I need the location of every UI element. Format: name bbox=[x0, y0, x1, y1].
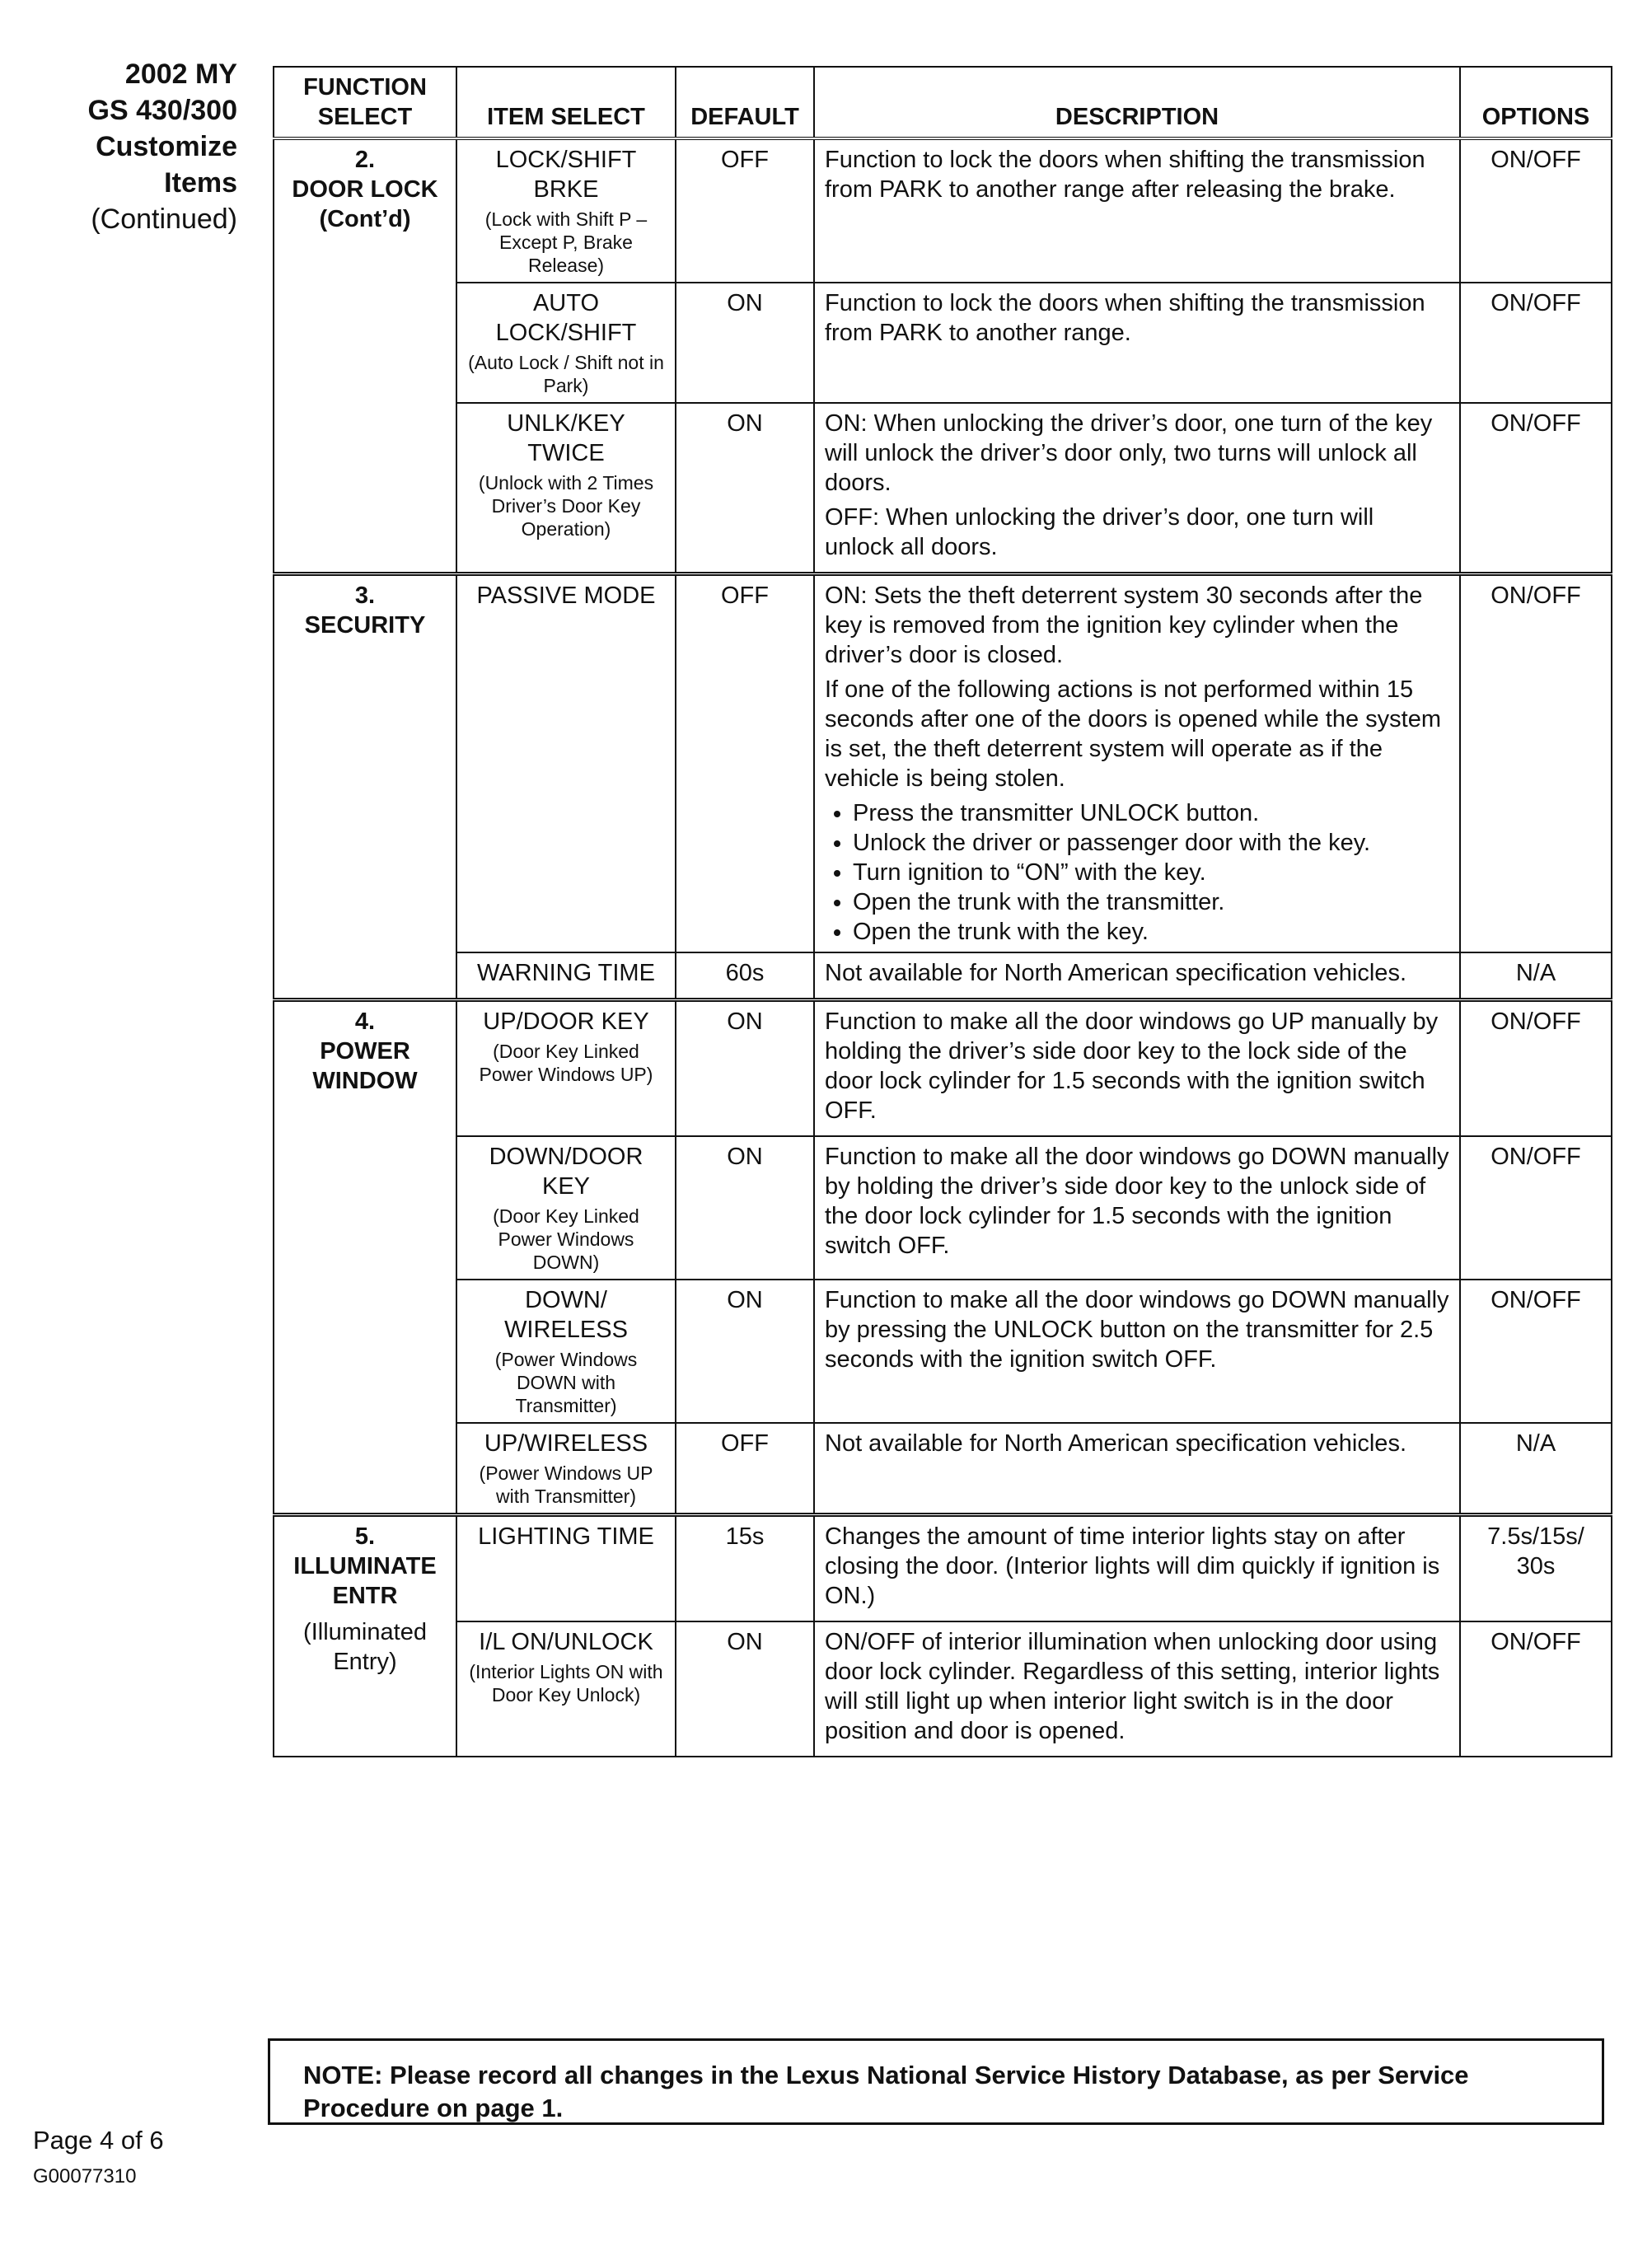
table-header-row bbox=[274, 67, 1612, 138]
description-cell bbox=[814, 1621, 1460, 1757]
options-cell: 7.5s/15s/ 30s bbox=[1460, 1515, 1612, 1622]
item-cell bbox=[456, 1621, 676, 1757]
default-cell: ON bbox=[676, 283, 814, 403]
description-paragraph: Not available for North American specification vehicles. bbox=[825, 1430, 1406, 1457]
default-cell: 15s bbox=[676, 1515, 814, 1622]
item-label: PASSIVE MODE bbox=[476, 583, 656, 609]
item-sublabel: (Door Key Linked Power Windows DOWN) bbox=[493, 1205, 639, 1273]
description-cell bbox=[814, 1000, 1460, 1137]
options-cell: ON/OFF bbox=[1460, 403, 1612, 574]
function-number: 4. bbox=[354, 1008, 376, 1035]
item-label: DOWN/DOOR KEY bbox=[489, 1144, 643, 1200]
bullet-item: • Unlock the driver or passenger door with the key. bbox=[853, 828, 1449, 858]
description-cell bbox=[814, 952, 1460, 1000]
table-row bbox=[274, 574, 1612, 953]
options-cell: ON/OFF bbox=[1460, 1000, 1612, 1137]
table-row bbox=[274, 1136, 1612, 1280]
options-cell: ON/OFF bbox=[1460, 283, 1612, 403]
item-label: DOWN/ WIRELESS bbox=[504, 1287, 628, 1343]
function-name: POWER WINDOW bbox=[312, 1038, 418, 1094]
item-sublabel: (Power Windows UP with Transmitter) bbox=[479, 1462, 653, 1507]
default-cell: OFF bbox=[676, 574, 814, 953]
table-row bbox=[274, 1515, 1612, 1622]
description-paragraph: If one of the following actions is not performed within 15 seconds after one of the doors is opened while the system is set, the theft deterrent system will operate as if the vehicle is being stolen. bbox=[825, 676, 1441, 792]
document-code: G00077310 bbox=[33, 2165, 137, 2188]
header-options: OPTIONS bbox=[1460, 67, 1612, 138]
options-cell: ON/OFF bbox=[1460, 574, 1612, 953]
bullet-item: • Open the trunk with the transmitter. bbox=[853, 887, 1449, 917]
header-item-select: ITEM SELECT bbox=[456, 67, 676, 138]
description-bullets bbox=[825, 798, 1449, 947]
item-sublabel: (Interior Lights ON with Door Key Unlock) bbox=[469, 1661, 663, 1706]
description-paragraph: Not available for North American specification vehicles. bbox=[825, 960, 1406, 986]
default-cell: ON bbox=[676, 1136, 814, 1280]
item-sublabel: (Auto Lock / Shift not in Park) bbox=[468, 352, 664, 396]
function-number: 5. bbox=[354, 1523, 376, 1550]
section-title-line2: Items bbox=[164, 167, 237, 199]
note-box: NOTE: Please record all changes in the Lexus National Service History Database, as per Service Procedure on page 1. bbox=[268, 2038, 1604, 2125]
table-row bbox=[274, 138, 1612, 283]
item-sublabel: (Unlock with 2 Times Driver’s Door Key Operation) bbox=[478, 472, 654, 540]
table-row bbox=[274, 283, 1612, 403]
table-row bbox=[274, 1621, 1612, 1757]
bullet-item: • Press the transmitter UNLOCK button. bbox=[853, 798, 1449, 828]
item-label: LIGHTING TIME bbox=[478, 1523, 654, 1550]
function-number: 3. bbox=[354, 583, 376, 609]
options-cell: N/A bbox=[1460, 952, 1612, 1000]
description-cell bbox=[814, 403, 1460, 574]
description-cell bbox=[814, 1515, 1460, 1622]
function-cell bbox=[274, 1515, 456, 1757]
table-row bbox=[274, 1280, 1612, 1423]
table-row bbox=[274, 403, 1612, 574]
default-cell: ON bbox=[676, 1280, 814, 1423]
description-paragraph: Function to lock the doors when shifting the transmission from PARK to another range. bbox=[825, 290, 1425, 346]
item-cell bbox=[456, 574, 676, 953]
function-name: SECURITY bbox=[304, 612, 426, 639]
description-paragraph: Function to make all the door windows go DOWN manually by pressing the UNLOCK button on the transmitter for 2.5 seconds with the ignition switch OFF. bbox=[825, 1287, 1449, 1373]
function-name: ILLUMINATE ENTR bbox=[293, 1553, 437, 1609]
default-cell: ON bbox=[676, 1000, 814, 1137]
model-year: 2002 MY bbox=[124, 58, 237, 90]
item-cell bbox=[456, 1423, 676, 1515]
description-cell bbox=[814, 574, 1460, 953]
description-paragraph: Function to make all the door windows go UP manually by holding the driver’s side door key to the lock side of the door lock cylinder for 1.5 seconds with the ignition switch OFF. bbox=[825, 1008, 1439, 1124]
bullet-item: • Open the trunk with the key. bbox=[853, 917, 1449, 947]
item-label: UP/WIRELESS bbox=[484, 1430, 648, 1457]
page-footer bbox=[33, 2124, 164, 2193]
header-description: DESCRIPTION bbox=[814, 67, 1460, 138]
default-cell: 60s bbox=[676, 952, 814, 1000]
description-cell bbox=[814, 283, 1460, 403]
function-name: DOOR LOCK bbox=[292, 176, 438, 203]
function-cell bbox=[274, 574, 456, 1000]
item-cell bbox=[456, 403, 676, 574]
default-cell: OFF bbox=[676, 1423, 814, 1515]
item-sublabel: (Door Key Linked Power Windows UP) bbox=[479, 1041, 653, 1085]
page-number: Page 4 of 6 bbox=[33, 2126, 164, 2155]
description-paragraph: ON: Sets the theft deterrent system 30 seconds after the key is removed from the ignition key cylinder when the driver’s door is closed. bbox=[825, 583, 1423, 668]
item-sublabel: (Lock with Shift P – Except P, Brake Release) bbox=[484, 208, 648, 276]
description-paragraph: ON/OFF of interior illumination when unlocking door using door lock cylinder. Regardless of this setting, interior lights will still light up when interior light switch is in the door position and door is opened. bbox=[825, 1629, 1440, 1744]
header-default: DEFAULT bbox=[676, 67, 814, 138]
table-body bbox=[274, 138, 1612, 1757]
item-label: UP/DOOR KEY bbox=[483, 1008, 649, 1035]
section-title-line1: Customize bbox=[96, 131, 237, 162]
item-cell bbox=[456, 1000, 676, 1137]
description-paragraph: Function to lock the doors when shifting the transmission from PARK to another range after releasing the brake. bbox=[825, 147, 1425, 203]
bullet-item: • Turn ignition to “ON” with the key. bbox=[853, 858, 1449, 887]
description-cell bbox=[814, 138, 1460, 283]
item-label: I/L ON/UNLOCK bbox=[479, 1629, 653, 1655]
item-label: AUTO LOCK/SHIFT bbox=[495, 290, 637, 346]
item-label: LOCK/SHIFT BRKE bbox=[495, 147, 637, 203]
table-row bbox=[274, 1000, 1612, 1137]
function-number: 2. bbox=[354, 147, 376, 173]
description-paragraph: Changes the amount of time interior lights stay on after closing the door. (Interior lights will dim quickly if ignition is ON.) bbox=[825, 1523, 1440, 1609]
function-cell bbox=[274, 1000, 456, 1515]
item-label: WARNING TIME bbox=[477, 960, 655, 986]
options-cell: ON/OFF bbox=[1460, 1621, 1612, 1757]
options-cell: ON/OFF bbox=[1460, 1280, 1612, 1423]
item-cell bbox=[456, 952, 676, 1000]
item-label: UNLK/KEY TWICE bbox=[507, 410, 625, 466]
description-paragraph: ON: When unlocking the driver’s door, one turn of the key will unlock the driver’s door only, two turns will unlock all doors. bbox=[825, 410, 1433, 496]
function-sub: (Illuminated Entry) bbox=[303, 1619, 427, 1675]
item-sublabel: (Power Windows DOWN with Transmitter) bbox=[494, 1349, 638, 1416]
item-cell bbox=[456, 1515, 676, 1622]
function-cell bbox=[274, 138, 456, 574]
side-title bbox=[16, 56, 237, 237]
continued-label: (Continued) bbox=[91, 204, 237, 235]
default-cell: ON bbox=[676, 403, 814, 574]
options-cell: ON/OFF bbox=[1460, 138, 1612, 283]
description-cell bbox=[814, 1136, 1460, 1280]
item-cell bbox=[456, 1280, 676, 1423]
description-paragraph: Function to make all the door windows go DOWN manually by holding the driver’s side door key to the unlock side of the door lock cylinder for 1.5 seconds with the ignition switch OFF. bbox=[825, 1144, 1449, 1259]
description-cell bbox=[814, 1280, 1460, 1423]
default-cell: OFF bbox=[676, 138, 814, 283]
model-name: GS 430/300 bbox=[87, 95, 237, 126]
table-row bbox=[274, 1423, 1612, 1515]
description-paragraph: OFF: When unlocking the driver’s door, one turn will unlock all doors. bbox=[825, 504, 1374, 560]
item-cell bbox=[456, 283, 676, 403]
function-sub: (Cont’d) bbox=[319, 206, 411, 232]
customize-items-table bbox=[273, 66, 1612, 1757]
options-cell: ON/OFF bbox=[1460, 1136, 1612, 1280]
item-cell bbox=[456, 138, 676, 283]
item-cell bbox=[456, 1136, 676, 1280]
header-function-select: FUNCTION SELECT bbox=[274, 67, 456, 138]
default-cell: ON bbox=[676, 1621, 814, 1757]
description-cell bbox=[814, 1423, 1460, 1515]
table-row bbox=[274, 952, 1612, 1000]
options-cell: N/A bbox=[1460, 1423, 1612, 1515]
